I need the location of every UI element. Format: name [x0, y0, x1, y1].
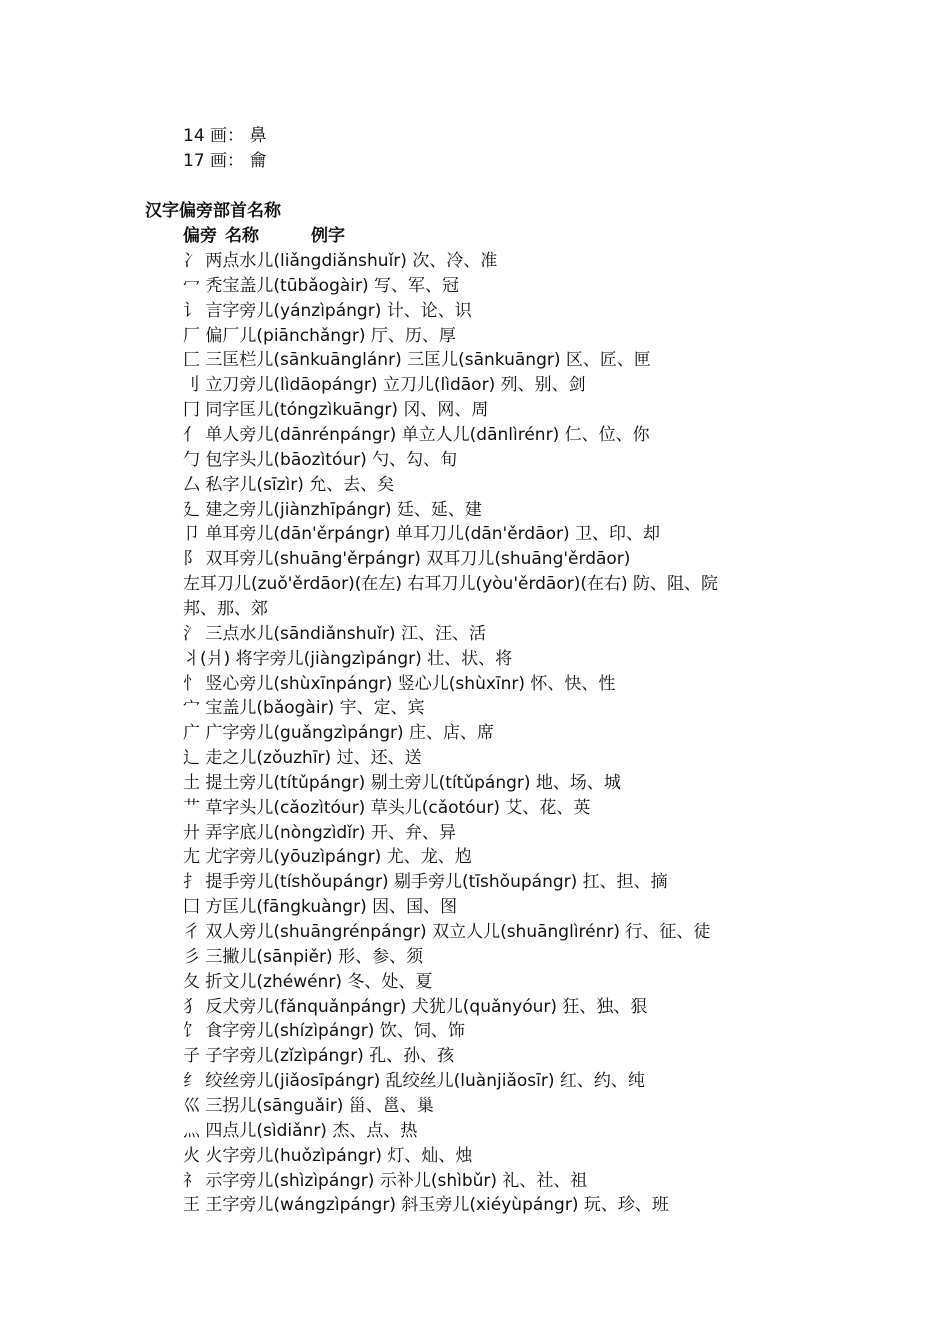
list-item: 廴 建之旁儿(jiànzhīpángr) 廷、延、建: [183, 499, 482, 520]
list-item: 巛 三拐儿(sānguǎir) 甾、邕、巢: [183, 1095, 434, 1116]
list-item: 艹 草字头儿(cǎozìtóur) 草头儿(cǎotóur) 艾、花、英: [183, 797, 591, 818]
list-item: 夂 折文儿(zhéwénr) 冬、处、夏: [183, 971, 433, 992]
header-radical: 偏旁: [183, 226, 217, 246]
list-item: 阝 双耳旁儿(shuāng'ěrpángr) 双耳刀儿(shuāng'ěrdāor): [183, 549, 631, 570]
list-item: 讠 言字旁儿(yánzìpángr) 计、论、识: [183, 300, 472, 321]
list-item: 宀 宝盖儿(bǎogàir) 宇、定、宾: [183, 698, 425, 719]
list-item: 邦、那、郊: [183, 598, 268, 619]
list-item: 廾 弄字底儿(nòngzìdǐr) 开、弁、异: [183, 822, 456, 843]
list-item: 灬 四点儿(sìdiǎnr) 杰、点、热: [183, 1120, 418, 1141]
list-item: 丬(爿) 将字旁儿(jiàngzìpángr) 壮、状、将: [183, 648, 513, 669]
list-item: 亻 单人旁儿(dānrénpángr) 单立人儿(dānlìrénr) 仁、位、你: [183, 425, 650, 445]
list-item: 土 提土旁儿(títǔpángr) 剔土旁儿(títǔpángr) 地、场、城: [183, 772, 621, 793]
list-item: 刂 立刀旁儿(lìdāopángr) 立刀儿(lìdāor) 列、别、剑: [183, 375, 586, 396]
list-item: 厂 偏厂儿(piānchǎngr) 厅、历、厚: [183, 325, 456, 346]
list-item: 犭 反犬旁儿(fǎnquǎnpángr) 犬犹儿(quǎnyóur) 狂、独、狠: [183, 996, 648, 1017]
list-item: 勹 包字头儿(bāozìtóur) 勺、勾、旬: [183, 449, 458, 470]
list-item: 火 火字旁儿(huǒzìpángr) 灯、灿、烛: [183, 1145, 473, 1166]
list-item: 王 王字旁儿(wángzìpángr) 斜玉旁儿(xiéyùpángr) 玩、珍、班: [183, 1195, 669, 1216]
table-header: [183, 224, 345, 248]
list-item: 冂 同字匡儿(tóngzìkuāngr) 冈、网、周: [183, 400, 489, 421]
list-item: 彳 双人旁儿(shuāngrénpángr) 双立人儿(shuānglìrénr) 行、征、徒: [183, 922, 711, 942]
list-item: 左耳刀儿(zuǒ'ěrdāor)(在左) 右耳刀儿(yòu'ěrdāor)(在右) 防、阻、院: [183, 574, 719, 594]
stroke-line-17: 17 画： 龠: [183, 151, 267, 171]
list-item: 礻 示字旁儿(shìzìpángr) 示补儿(shìbǔr) 礼、社、祖: [183, 1170, 588, 1191]
list-item: 广 广字旁儿(guǎngzìpángr) 庄、店、席: [183, 723, 495, 744]
list-item: 子 子字旁儿(zǐzìpángr) 孔、孙、孩: [183, 1046, 455, 1067]
list-item: 冖 秃宝盖儿(tūbǎogàir) 写、军、冠: [183, 275, 460, 296]
list-item: 囗 方匡儿(fāngkuàngr) 因、国、图: [183, 897, 458, 918]
list-item: 彡 三撇儿(sānpiěr) 形、参、须: [183, 946, 424, 967]
header-name: 名称: [225, 226, 259, 246]
list-item: 卩 单耳旁儿(dān'ěrpángr) 单耳刀儿(dān'ěrdāor) 卫、印、却: [183, 524, 661, 545]
list-item: 饣 食字旁儿(shízìpángr) 饮、饲、饰: [183, 1021, 465, 1042]
list-item: 厶 私字儿(sīzìr) 允、去、矣: [183, 474, 395, 495]
list-item: 冫 两点水儿(liǎngdiǎnshuǐr) 次、冷、准: [183, 251, 498, 271]
list-item: 扌 提手旁儿(tíshǒupángr) 剔手旁儿(tīshǒupángr) 扛、担、摘: [183, 872, 668, 893]
list-item: 氵 三点水儿(sāndiǎnshuǐr) 江、汪、活: [183, 623, 486, 644]
list-item: 辶 走之儿(zǒuzhīr) 过、还、送: [183, 748, 422, 768]
section-title: 汉字偏旁部首名称: [145, 201, 281, 221]
stroke-line-14: 14 画： 鼻: [183, 126, 267, 146]
list-item: 忄 竖心旁儿(shùxīnpángr) 竖心儿(shùxīnr) 怀、快、性: [183, 673, 616, 694]
list-item: 尢 尤字旁儿(yōuzìpángr) 尤、龙、尥: [183, 847, 472, 868]
list-item: 匚 三匡栏儿(sānkuānglánr) 三匡儿(sānkuāngr) 区、匠、匣: [183, 350, 651, 371]
header-examples: 例字: [311, 226, 345, 246]
list-item: 纟 绞丝旁儿(jiǎosīpángr) 乱绞丝儿(luànjiǎosīr) 红、约、纯: [183, 1071, 645, 1092]
